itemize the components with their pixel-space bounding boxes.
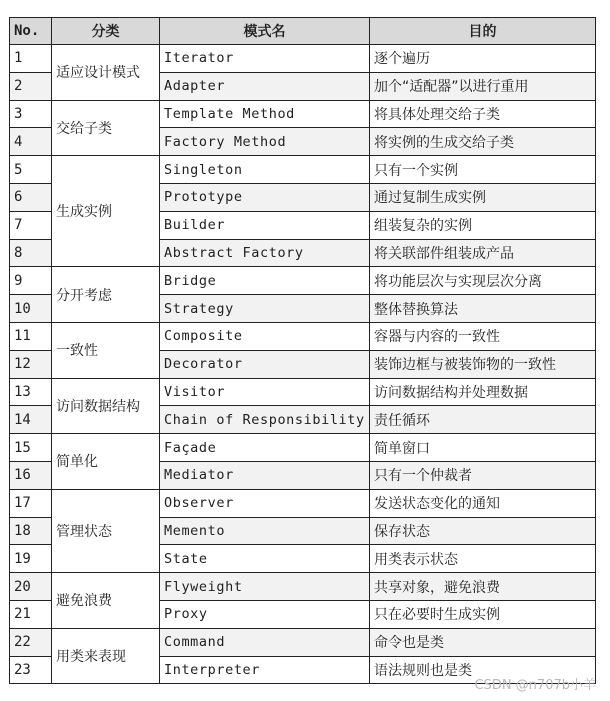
- pattern-name-cell: Iterator: [160, 45, 370, 73]
- design-patterns-table: [9, 17, 596, 684]
- pattern-name-cell: Factory Method: [160, 128, 370, 156]
- pattern-name-cell: Singleton: [160, 156, 370, 184]
- header-row: [10, 18, 596, 45]
- watermark: CSDN @n707b小羊: [474, 678, 596, 693]
- category-cell: 适应设计模式: [52, 45, 160, 101]
- pattern-name-cell: Bridge: [160, 267, 370, 295]
- pattern-name-cell: Visitor: [160, 378, 370, 406]
- row-number: 15: [10, 434, 52, 462]
- purpose-cell: 将功能层次与实现层次分离: [370, 267, 596, 295]
- pattern-name-cell: Composite: [160, 322, 370, 350]
- pattern-name-cell: Proxy: [160, 600, 370, 628]
- table-row: [10, 267, 596, 295]
- purpose-cell: 将关联部件组装成产品: [370, 239, 596, 267]
- table-row: [10, 100, 596, 128]
- purpose-cell: 语法规则也是类: [370, 656, 596, 684]
- row-number: 9: [10, 267, 52, 295]
- row-number: 4: [10, 128, 52, 156]
- pattern-name-cell: Command: [160, 628, 370, 656]
- table-row: [10, 322, 596, 350]
- pattern-name-cell: Abstract Factory: [160, 239, 370, 267]
- table-row: [10, 45, 596, 73]
- row-number: 18: [10, 517, 52, 545]
- purpose-cell: 只有一个仲裁者: [370, 461, 596, 489]
- purpose-cell: 加个“适配器”以进行重用: [370, 72, 596, 100]
- pattern-name-cell: Builder: [160, 211, 370, 239]
- row-number: 7: [10, 211, 52, 239]
- table-row: [10, 378, 596, 406]
- purpose-cell: 整体替换算法: [370, 295, 596, 323]
- pattern-name-cell: Template Method: [160, 100, 370, 128]
- purpose-cell: 发送状态变化的通知: [370, 489, 596, 517]
- row-number: 20: [10, 573, 52, 601]
- table-body: [10, 45, 596, 684]
- purpose-cell: 装饰边框与被装饰物的一致性: [370, 350, 596, 378]
- category-cell: 访问数据结构: [52, 378, 160, 434]
- pattern-name-cell: Observer: [160, 489, 370, 517]
- pattern-name-cell: Interpreter: [160, 656, 370, 684]
- pattern-name-cell: State: [160, 545, 370, 573]
- pattern-name-cell: Adapter: [160, 72, 370, 100]
- row-number: 19: [10, 545, 52, 573]
- purpose-cell: 责任循环: [370, 406, 596, 434]
- row-number: 2: [10, 72, 52, 100]
- category-cell: 简单化: [52, 434, 160, 490]
- table-row: [10, 434, 596, 462]
- purpose-cell: 用类表示状态: [370, 545, 596, 573]
- table-row: [10, 489, 596, 517]
- row-number: 5: [10, 156, 52, 184]
- header-pattern-name: 模式名: [160, 18, 370, 45]
- pattern-name-cell: Decorator: [160, 350, 370, 378]
- header-no: No.: [10, 18, 52, 45]
- pattern-name-cell: Façade: [160, 434, 370, 462]
- purpose-cell: 将实例的生成交给子类: [370, 128, 596, 156]
- category-cell: 一致性: [52, 322, 160, 378]
- row-number: 17: [10, 489, 52, 517]
- row-number: 1: [10, 45, 52, 73]
- pattern-name-cell: Prototype: [160, 183, 370, 211]
- purpose-cell: 只有一个实例: [370, 156, 596, 184]
- category-cell: 交给子类: [52, 100, 160, 156]
- row-number: 14: [10, 406, 52, 434]
- row-number: 13: [10, 378, 52, 406]
- purpose-cell: 命令也是类: [370, 628, 596, 656]
- purpose-cell: 只在必要时生成实例: [370, 600, 596, 628]
- category-cell: 避免浪费: [52, 573, 160, 629]
- row-number: 22: [10, 628, 52, 656]
- row-number: 8: [10, 239, 52, 267]
- category-cell: 分开考虑: [52, 267, 160, 323]
- purpose-cell: 共享对象，避免浪费: [370, 573, 596, 601]
- table-header: [10, 18, 596, 45]
- purpose-cell: 将具体处理交给子类: [370, 100, 596, 128]
- purpose-cell: 组装复杂的实例: [370, 211, 596, 239]
- pattern-name-cell: Strategy: [160, 295, 370, 323]
- table-row: [10, 573, 596, 601]
- purpose-cell: 容器与内容的一致性: [370, 322, 596, 350]
- purpose-cell: 逐个遍历: [370, 45, 596, 73]
- row-number: 3: [10, 100, 52, 128]
- row-number: 11: [10, 322, 52, 350]
- table-row: [10, 156, 596, 184]
- row-number: 16: [10, 461, 52, 489]
- row-number: 10: [10, 295, 52, 323]
- category-cell: 用类来表现: [52, 628, 160, 684]
- pattern-name-cell: Chain of Responsibility: [160, 406, 370, 434]
- row-number: 6: [10, 183, 52, 211]
- header-category: 分类: [52, 18, 160, 45]
- row-number: 21: [10, 600, 52, 628]
- pattern-name-cell: Mediator: [160, 461, 370, 489]
- category-cell: 管理状态: [52, 489, 160, 572]
- row-number: 12: [10, 350, 52, 378]
- purpose-cell: 简单窗口: [370, 434, 596, 462]
- row-number: 23: [10, 656, 52, 684]
- category-cell: 生成实例: [52, 156, 160, 267]
- purpose-cell: 通过复制生成实例: [370, 183, 596, 211]
- header-purpose: 目的: [370, 18, 596, 45]
- purpose-cell: 访问数据结构并处理数据: [370, 378, 596, 406]
- pattern-name-cell: Flyweight: [160, 573, 370, 601]
- table-row: [10, 628, 596, 656]
- purpose-cell: 保存状态: [370, 517, 596, 545]
- pattern-name-cell: Memento: [160, 517, 370, 545]
